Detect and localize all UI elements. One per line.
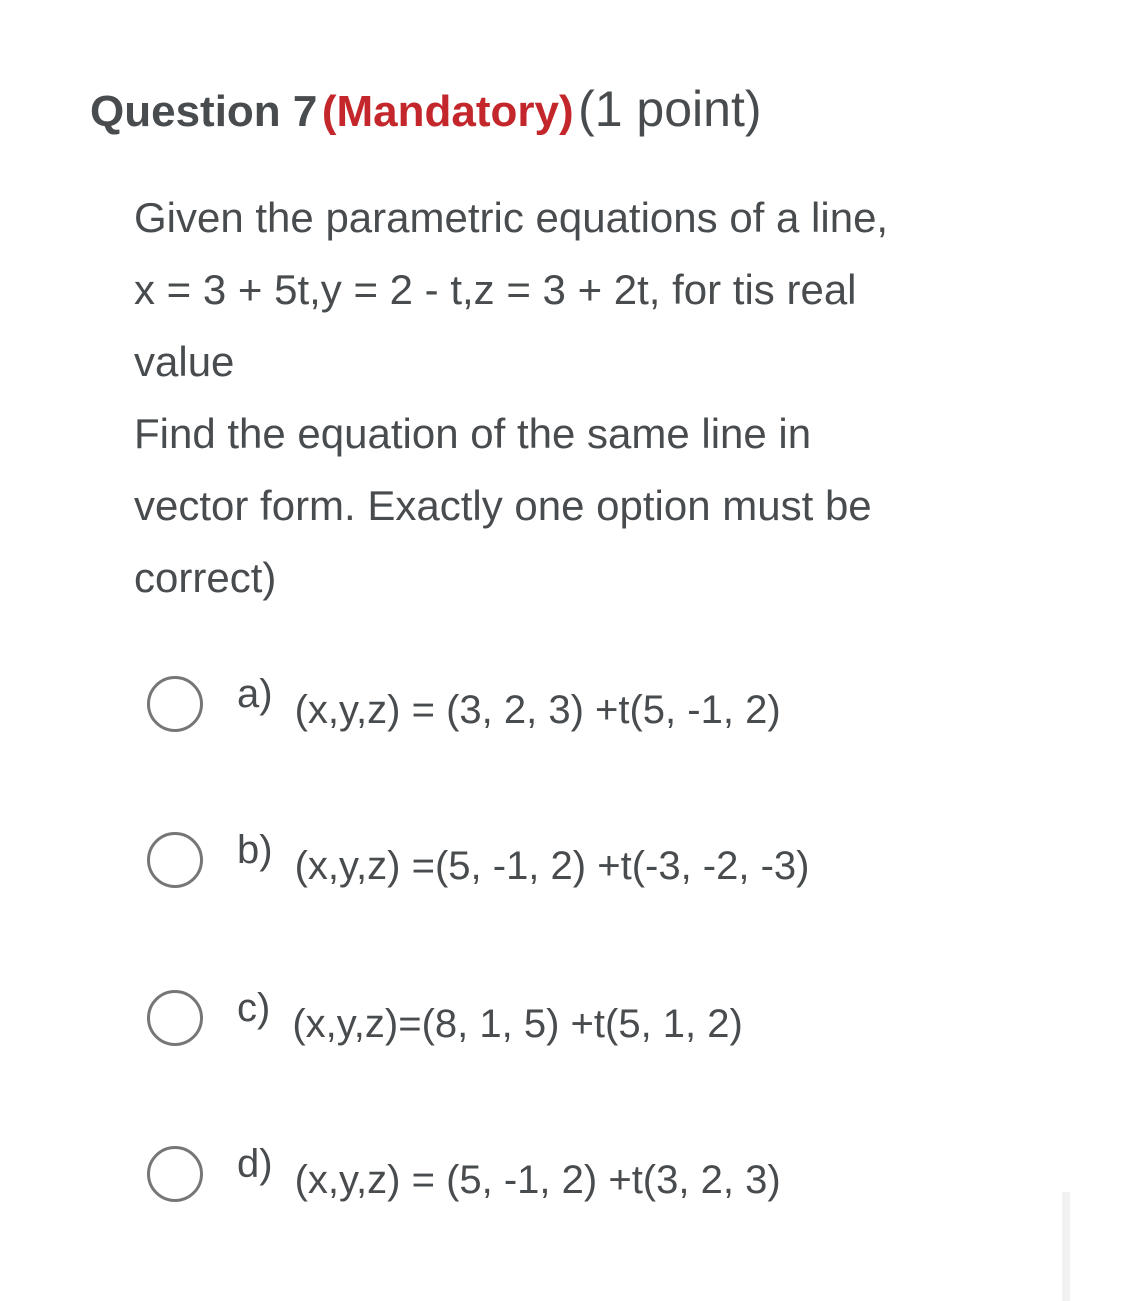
option-b[interactable]: [147, 827, 810, 888]
option-letter: a): [237, 671, 273, 716]
question-header: [90, 80, 762, 138]
prompt-line: correct): [134, 554, 277, 601]
prompt-line: x = 3 + 5t,y = 2 - t,z = 3 + 2t, for tis real: [134, 266, 857, 313]
points-label: (1 point): [578, 81, 762, 137]
option-letter: b): [237, 827, 273, 872]
question-prompt: [134, 182, 1034, 614]
radio-unchecked-icon[interactable]: [147, 676, 203, 732]
option-a[interactable]: [147, 671, 781, 732]
prompt-line: value: [134, 338, 235, 385]
option-letter: c): [237, 985, 271, 1030]
mandatory-label: (Mandatory): [321, 87, 574, 136]
option-d[interactable]: [147, 1141, 781, 1202]
option-text: (x,y,z) =(5, -1, 2) +t(-3, -2, -3): [294, 843, 810, 888]
prompt-line: Find the equation of the same line in: [134, 410, 812, 457]
option-text: (x,y,z) = (5, -1, 2) +t(3, 2, 3): [294, 1157, 781, 1202]
option-c[interactable]: [147, 985, 743, 1046]
prompt-line: vector form. Exactly one option must be: [134, 482, 872, 529]
option-letter: d): [237, 1141, 273, 1186]
option-text: (x,y,z)=(8, 1, 5) +t(5, 1, 2): [292, 1001, 743, 1046]
option-text: (x,y,z) = (3, 2, 3) +t(5, -1, 2): [294, 687, 781, 732]
scrollbar[interactable]: [1062, 1192, 1070, 1301]
prompt-line: Given the parametric equations of a line,: [134, 194, 889, 241]
radio-unchecked-icon[interactable]: [147, 990, 203, 1046]
radio-unchecked-icon[interactable]: [147, 832, 203, 888]
radio-unchecked-icon[interactable]: [147, 1146, 203, 1202]
question-title: Question 7: [90, 87, 318, 136]
